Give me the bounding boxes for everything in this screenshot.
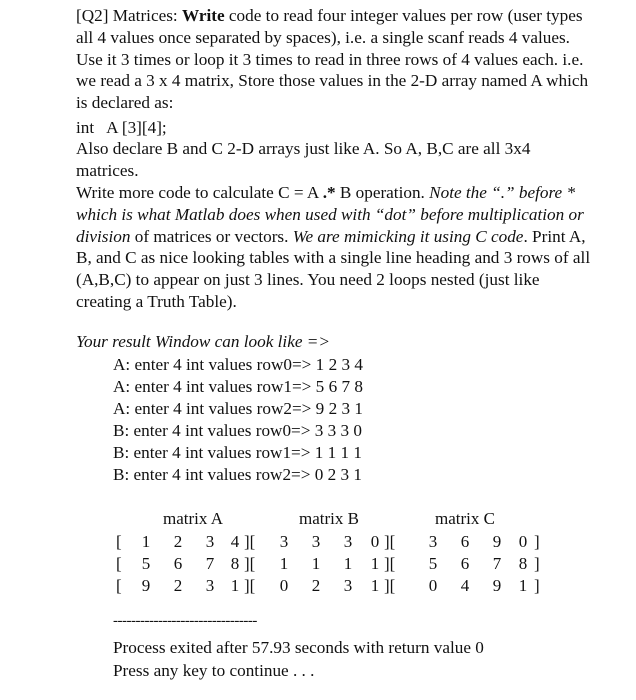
- matrix-a-cell: 1: [141, 532, 151, 551]
- question-text: . Print A, B, and C as nice looking tables with a single line heading and 3 rows of all (A,B,C) to appear on just 3 lines. You need 2 loops nested (just like creating a Truth Table).: [76, 226, 591, 311]
- console-line: B: enter 4 int values row1=> 1 1 1 1: [113, 443, 362, 462]
- matrix-b-cell: 3: [311, 532, 321, 551]
- matrix-b-cell: 3: [279, 532, 289, 551]
- matrix-b-cell: 0: [370, 532, 380, 551]
- matrix-b-cell: 1: [343, 554, 353, 573]
- question-text: Matrices:: [108, 6, 182, 25]
- matrix-c-cell: 7: [492, 554, 502, 573]
- matrix-separator: ][: [384, 532, 396, 551]
- matrix-c-heading: matrix C: [435, 509, 495, 528]
- matrix-c-cell: 1: [518, 576, 528, 595]
- matrix-a-cell: 9: [141, 576, 151, 595]
- write-emphasis: Write: [181, 6, 225, 25]
- matrix-b-cell: 1: [311, 554, 321, 573]
- matrix-b-cell: 1: [370, 554, 380, 573]
- question-text: Also declare B and C 2-D arrays just like A. So A, B,C are all 3x4 matrices.: [76, 139, 531, 180]
- question-text: code to read four integer values per row (user types all 4 values once separated by spaces), i.e. a single scanf reads 4 values. Use it 3 times or loop it 3 times to read in three rows of 4 values each. i.e. we read a 3 x 4 matrix, Store those values in the 2-D array named A which is declared as:: [76, 6, 589, 113]
- array-declaration: [76, 117, 596, 139]
- open-bracket: [: [116, 532, 122, 551]
- matrix-separator: ][: [384, 576, 396, 595]
- question-tag: [Q2]: [76, 6, 109, 25]
- console-line: B: enter 4 int values row2=> 0 2 3 1: [113, 465, 362, 484]
- matrix-a-cell: 6: [173, 554, 183, 573]
- open-bracket: [: [116, 576, 122, 595]
- matrix-b-cell: 2: [311, 576, 321, 595]
- console-line: A: enter 4 int values row1=> 5 6 7 8: [113, 377, 363, 396]
- matrix-c-cell: 5: [428, 554, 438, 573]
- matrix-b-cell: 3: [343, 532, 353, 551]
- exit-status-line: Process exited after 57.93 seconds with return value 0: [113, 638, 484, 657]
- matrix-a-cell: 8: [230, 554, 240, 573]
- matrix-b-cell: 3: [343, 576, 353, 595]
- question-text: B operation.: [335, 183, 430, 202]
- question-text: of matrices or vectors.: [130, 226, 293, 246]
- matrix-c-cell: 4: [460, 576, 470, 595]
- continue-prompt: Press any key to continue . . .: [113, 661, 315, 680]
- matrix-a-cell: 3: [205, 532, 215, 551]
- matrix-c-cell: 3: [428, 532, 438, 551]
- example-intro: Your result Window can look like =>: [76, 332, 330, 351]
- console-input-lines: [113, 354, 363, 486]
- dot-operator: .*: [322, 183, 336, 202]
- console-line: A: enter 4 int values row0=> 1 2 3 4: [113, 355, 363, 374]
- note-italic: Note the “.” before * which is what Matlab does when used with “dot” before multiplication or division: [76, 183, 584, 246]
- matrix-b-heading: matrix B: [299, 509, 359, 528]
- question-paragraph-3: [76, 182, 596, 313]
- console-line: A: enter 4 int values row2=> 9 2 3 1: [113, 399, 363, 418]
- matrix-separator: ][: [384, 554, 396, 573]
- matrix-a-heading: matrix A: [163, 509, 223, 528]
- question-paragraph-2: [76, 138, 596, 182]
- matrix-c-cell: 6: [460, 554, 470, 573]
- matrix-b-cell: 1: [370, 576, 380, 595]
- console-line: B: enter 4 int values row0=> 3 3 3 0: [113, 421, 362, 440]
- matrix-c-cell: 0: [518, 532, 528, 551]
- matrix-c-cell: 9: [492, 532, 502, 551]
- declaration-code: int A [3][4];: [76, 118, 167, 137]
- matrix-c-cell: 6: [460, 532, 470, 551]
- close-bracket: ]: [534, 554, 540, 573]
- mimic-italic: We are mimicking it using C code: [292, 226, 524, 246]
- matrix-separator: ][: [244, 532, 256, 551]
- question-text: Write more code to calculate C = A: [76, 183, 323, 202]
- matrix-a-cell: 1: [230, 576, 240, 595]
- matrix-c-cell: 8: [518, 554, 528, 573]
- console-divider: --------------------------------: [113, 613, 257, 629]
- matrix-b-cell: 1: [279, 554, 289, 573]
- open-bracket: [: [116, 554, 122, 573]
- matrix-a-cell: 2: [173, 532, 183, 551]
- question-paragraph-1: [76, 5, 596, 114]
- matrix-a-cell: 2: [173, 576, 183, 595]
- matrix-c-cell: 0: [428, 576, 438, 595]
- matrix-b-cell: 0: [279, 576, 289, 595]
- matrix-separator: ][: [244, 576, 256, 595]
- matrix-a-cell: 5: [141, 554, 151, 573]
- matrix-a-cell: 7: [205, 554, 215, 573]
- matrix-separator: ][: [244, 554, 256, 573]
- matrix-c-cell: 9: [492, 576, 502, 595]
- close-bracket: ]: [534, 576, 540, 595]
- close-bracket: ]: [534, 532, 540, 551]
- matrix-a-cell: 3: [205, 576, 215, 595]
- matrix-a-cell: 4: [230, 532, 240, 551]
